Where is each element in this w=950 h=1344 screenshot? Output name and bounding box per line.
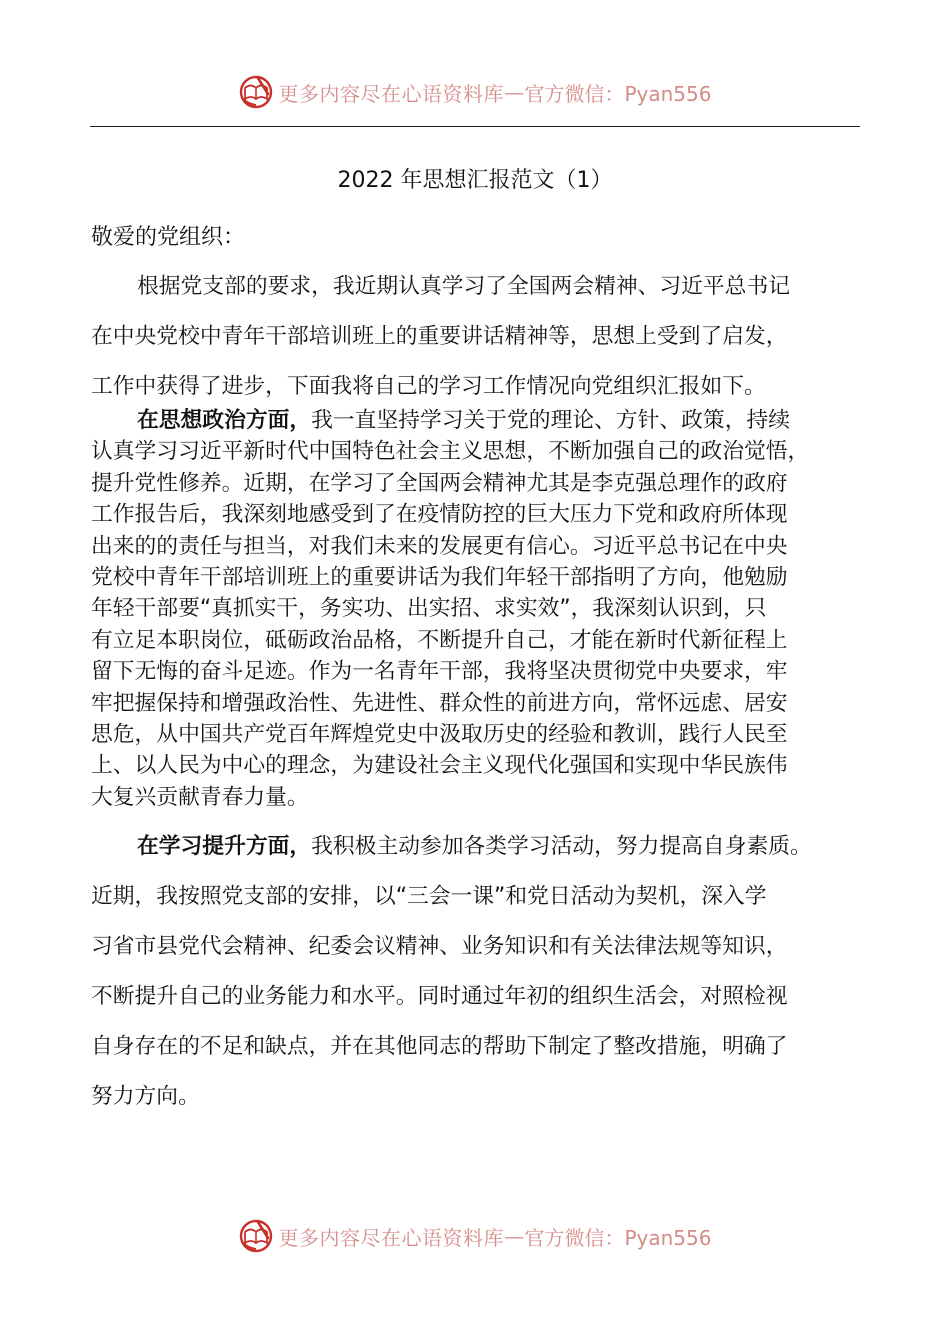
paragraph-intro <box>91 265 871 415</box>
text-line: 有立足本职岗位，砥砺政治品格，不断提升自己，才能在新时代新征程上 <box>91 627 788 653</box>
text-line <box>91 405 871 436</box>
watermark-text: 更多内容尽在心语资料库 <box>278 1225 504 1250</box>
text-line: 习省市县党代会精神、纪委会议精神、业务知识和有关法律法规等知识， <box>91 934 788 959</box>
salutation: 敬爱的党组织： <box>91 225 246 250</box>
book-logo-icon <box>238 1218 274 1254</box>
text-line: 上、以人民为中心的理念，为建设社会主义现代化强国和实现中华民族伟 <box>91 753 788 779</box>
line-text: 我一直坚持学习关于党的理论、方针、政策，持续 <box>311 408 790 433</box>
text-line: 不断提升自己的业务能力和水平。同时通过年初的组织生活会，对照检视 <box>91 984 788 1009</box>
text-line: 努力方向。 <box>91 1084 200 1109</box>
book-logo-icon <box>238 74 274 110</box>
text-line: 根据党支部的要求，我近期认真学习了全国两会精神、习近平总书记 <box>137 274 790 299</box>
watermark-wechat: 官方微信：Pyan556 <box>524 1225 712 1250</box>
text-line: 牢把握保持和增强政治性、先进性、群众性的前进方向，常怀远虑、居安 <box>91 690 788 716</box>
text-line: 工作中获得了进步，下面我将自己的学习工作情况向党组织汇报如下。 <box>91 374 766 399</box>
text-line <box>91 825 871 875</box>
text-line: 年轻干部要“真抓实干，务实功、出实招、求实效”，我深刻认识到，只 <box>91 596 767 622</box>
text-line: 思危，从中国共产党百年辉煌党史中汲取历史的经验和教训，践行人民至 <box>91 721 788 747</box>
text-line: 党校中青年干部培训班上的重要讲话为我们年轻干部指明了方向，他勉励 <box>91 564 788 590</box>
text-line: 出来的的责任与担当，对我们未来的发展更有信心。习近平总书记在中央 <box>91 533 788 559</box>
paragraph-political <box>91 405 871 813</box>
watermark-wechat: 官方微信：Pyan556 <box>524 81 712 106</box>
text-line: 认真学习习近平新时代中国特色社会主义思想，不断加强自己的政治觉悟， <box>91 439 810 465</box>
paragraph-study <box>91 825 871 1125</box>
watermark-separator: — <box>503 80 525 104</box>
paragraph-lead: 在思想政治方面， <box>137 408 312 433</box>
text-line: 在中央党校中青年干部培训班上的重要讲话精神等，思想上受到了启发， <box>91 324 788 349</box>
header-rule <box>90 126 860 127</box>
watermark-text: 更多内容尽在心语资料库 <box>278 81 504 106</box>
text-line: 留下无悔的奋斗足迹。作为一名青年干部，我将坚决贯彻党中央要求，牢 <box>91 659 788 685</box>
footer-watermark <box>0 1214 950 1258</box>
text-line: 大复兴贡献青春力量。 <box>91 784 309 810</box>
watermark-separator: — <box>503 1224 525 1248</box>
text-line: 近期，我按照党支部的安排，以“三会一课”和党日活动为契机，深入学 <box>91 884 767 909</box>
text-line: 自身存在的不足和缺点，并在其他同志的帮助下制定了整改措施，明确了 <box>91 1034 788 1059</box>
text-line: 工作报告后，我深刻地感受到了在疫情防控的巨大压力下党和政府所体现 <box>91 502 788 528</box>
header-watermark <box>0 70 950 114</box>
document-title: 2022 年思想汇报范文（1） <box>337 168 613 193</box>
line-text: 我积极主动参加各类学习活动，努力提高自身素质。 <box>311 834 812 859</box>
paragraph-lead: 在学习提升方面， <box>137 834 312 859</box>
text-line: 提升党性修养。近期，在学习了全国两会精神尤其是李克强总理作的政府 <box>91 470 788 496</box>
